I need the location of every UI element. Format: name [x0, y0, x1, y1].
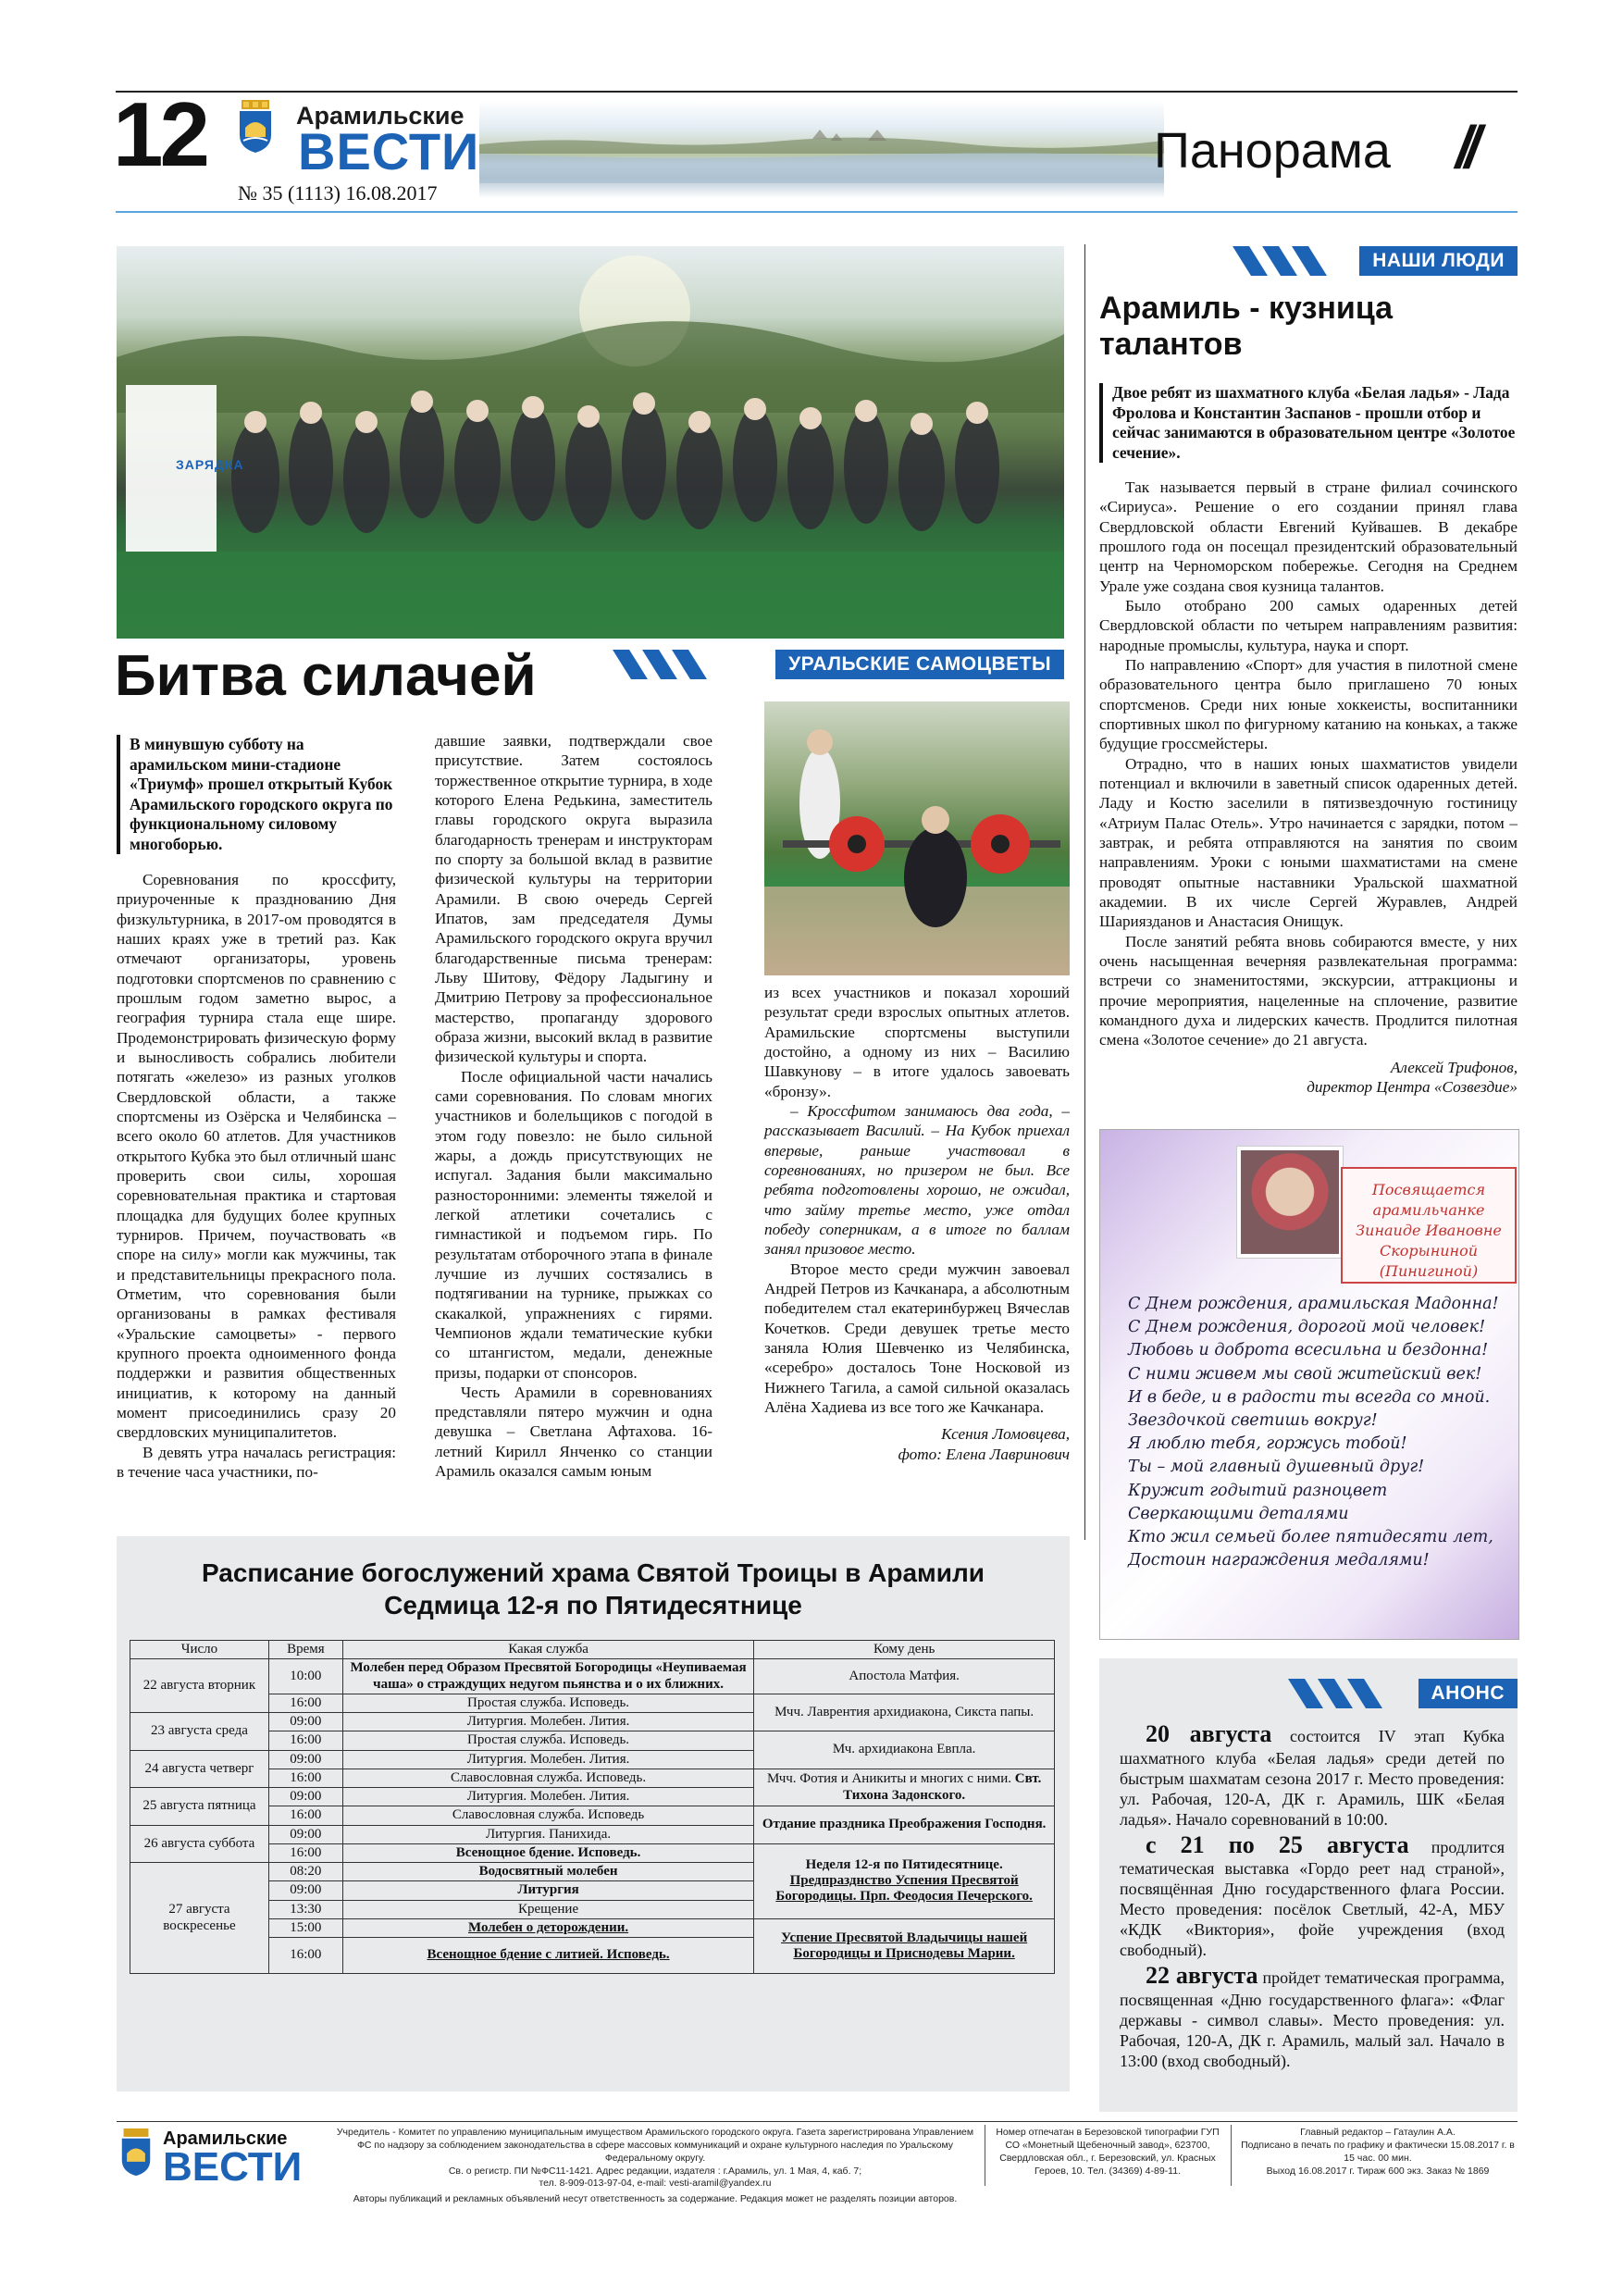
paragraph: Так называется первый в стране филиал сочинского «Сириуса». Решение о его создании принял глава Свердловской области Евгений Куйвашев. В декабре прошлого года он посещал президентский образовательный центр на Черноморском побережье. Сегодня на Среднем Урале уже создана своя кузница талантов.: [1099, 478, 1518, 595]
service-cell: Литургия. Молебен. Лития.: [342, 1713, 753, 1731]
saint-text-bold: Свт. Тихона Задонского.: [843, 1771, 1042, 1803]
table-header-row: [130, 1641, 1055, 1659]
saint-cell: Мч. архидиакона Евпла.: [754, 1731, 1055, 1769]
date-cell: 25 августа пятница: [130, 1788, 269, 1826]
dedication-text: Посвящается арамильчанке Зинаиде Ивановне Скорыниной (Пинигиной): [1356, 1181, 1502, 1281]
table-header: Время: [268, 1641, 342, 1659]
service-cell: Славословная служба. Исповедь: [342, 1806, 753, 1825]
main-column-1: [117, 870, 396, 1482]
schedule-table-wrap: [130, 1640, 1055, 1974]
signature-role: директор Центра «Созвездие»: [1307, 1077, 1518, 1096]
ribbon-label: АНОНС: [1419, 1679, 1518, 1708]
greeting-poem: [1128, 1293, 1507, 1572]
signature-photo: фото: Елена Лавринович: [898, 1445, 1070, 1463]
poem-line: Я люблю тебя, горжусь тобой!: [1128, 1434, 1407, 1454]
header-bottom-rule: [116, 211, 1518, 213]
table-row: [130, 1659, 1055, 1694]
main-column-2: [435, 731, 712, 1481]
section-title: Панорама: [1154, 123, 1391, 179]
poem-line: Достоин награждения медалями!: [1128, 1551, 1430, 1570]
paragraph: В девять утра началась регистрация: в течение часа участники, по-: [117, 1443, 396, 1481]
footer-contacts: тел. 8-909-013-97-04, e-mail: vesti-aramil@yandex.ru: [539, 2178, 772, 2190]
brand-top: Арамильские: [296, 102, 465, 130]
paragraph: После официальной части начались сами соревнования. По словам многих участников и болельщиков с погодой в этом году повезло: не было сильной жары, а дождь присутствующих не испугал. Задания были максимально разносторонними: элементы тяжелой и легкой атлетики сочетались с гимнастикой и подъемом гирь. По результатам отборочного этапа в финале лучшие из лучших состязались в подтягивании на турнике, прыжках со скакалкой, упражнениях с гирями. Чемпионов ждали тематические кубки со штангистом, медали, денежные призы, подарки от спонсоров.: [435, 1067, 712, 1382]
signature-author: Ксения Ломовцева,: [941, 1425, 1070, 1444]
brand-main: ВЕСТИ: [298, 122, 480, 180]
paragraph: После занятий ребята вновь собираются вместе, у них очень насыщенная вечерняя развлекательная программа: встречи со знаменитостями, экскурсии, аттракционы и прочие мероприятия, нацеленные на сплочение, развитие командного духа и лидерских качеств. Продлится пилотная смена «Золотое сечение» до 21 августа.: [1099, 932, 1518, 1049]
ribbon-label: НАШИ ЛЮДИ: [1359, 246, 1518, 276]
table-row: [130, 1918, 1055, 1937]
date-cell: 26 августа суббота: [130, 1825, 269, 1863]
announce-list: [1120, 1719, 1505, 2072]
signature-name: Алексей Трифонов,: [1390, 1058, 1518, 1076]
saint-cell: Апостола Матфия.: [754, 1659, 1055, 1694]
announce-item: [1120, 1961, 1505, 2072]
poem-line: С Днем рождения, арамильская Мадонна!: [1128, 1295, 1499, 1313]
announce-box: [1099, 1658, 1518, 2112]
announce-item: [1120, 1719, 1505, 1831]
time-cell: 08:20: [268, 1863, 342, 1881]
team-group-photo: [117, 246, 1064, 639]
footer-output: Выход 16.08.2017 г. Тираж 600 экз. Заказ № 1869: [1266, 2165, 1490, 2177]
poem-line: Кто жил семьей более пятидесяти лет,: [1128, 1527, 1493, 1546]
service-cell: Простая служба. Исповедь.: [342, 1731, 753, 1750]
weightlifting-photo: [764, 701, 1070, 975]
issue-number: № 35 (1113) 16.08.2017: [238, 181, 438, 205]
service-cell: Литургия. Молебен. Лития.: [342, 1788, 753, 1806]
side-article-title: Арамиль - кузница талантов: [1099, 291, 1394, 363]
date-cell: 23 августа среда: [130, 1713, 269, 1751]
column-divider: [1084, 244, 1085, 1540]
side-lead: Двое ребят из шахматного клуба «Белая ладья» - Лада Фролова и Константин Заспанов - прошли отбор и сейчас занимаются в образовательном центре «Золотое сечение».: [1099, 383, 1519, 463]
time-cell: 09:00: [268, 1788, 342, 1806]
poem-line: С Днем рождения, дорогой мой человек!: [1128, 1318, 1486, 1337]
service-cell: Молебен о деторождении.: [342, 1918, 753, 1937]
main-lead: В минувшую субботу на арамильском мини-стадионе «Триумф» прошел открытый Кубок Арамильского городского округа по функциональному силовому многоборью.: [117, 735, 396, 854]
table-header: Какая служба: [342, 1641, 753, 1659]
service-cell: Водосвятный молебен: [342, 1863, 753, 1881]
ribbon-uralskie-samotsvety: [603, 650, 1064, 679]
saint-cell: Отдание праздника Преображения Господня.: [754, 1806, 1055, 1844]
schedule-box: [117, 1536, 1070, 2091]
service-cell: Всенощное бдение. Исповедь.: [342, 1843, 753, 1862]
saint-cell: [754, 1769, 1055, 1806]
table-row: [130, 1843, 1055, 1862]
schedule-title-line: Расписание богослужений храма Святой Троицы в Арамили: [201, 1558, 985, 1587]
service-cell: Литургия. Панихида.: [342, 1825, 753, 1843]
date-cell: 22 августа вторник: [130, 1659, 269, 1713]
saint-cell: [754, 1843, 1055, 1918]
saint-cell: Успение Пресвятой Владычицы нашей Богородицы и Приснодевы Марии.: [754, 1918, 1055, 1973]
footer-signed: Подписано в печать по графику и фактически 15.08.2017 г. в 15 час. 00 мин.: [1241, 2139, 1515, 2164]
announce-text: пройдет тематическая программа, посвященная «Дню государственного флага»: «Флаг державы - символ славы». Место проведения: ул. Рабочая, 120-А, ДК г. Арамиль, малый зал. Начало в 13:00 (вход свободный).: [1120, 1968, 1505, 2070]
time-cell: 16:00: [268, 1731, 342, 1750]
paragraph: давшие заявки, подтверждали свое присутствие. Затем состоялось торжественное открытие турнира, в ходе которого Елена Редькина, заместитель главы городского округа выразила благодарность тренерам и инструкторам по спорту за большой вклад в развитие физической культуры на территории Арамили. В свою очередь Сергей Ипатов, зам председателя Думы Арамильского городского округа вручил благодарственные письма тренерам: Льву Шитову, Фёдору Ладыгину и Дмитрию Петрову за профессиональное мастерство, пропаганду здорового образа жизни, высокий вклад в развитие физической культуры и спорта.: [435, 732, 712, 1066]
ribbon-stripes-icon: [1223, 246, 1362, 276]
time-cell: 16:00: [268, 1938, 342, 1974]
footer-brand-main: ВЕСТИ: [163, 2144, 303, 2190]
table-header: Кому день: [754, 1641, 1055, 1659]
poem-line: Любовь и доброта всесильна и бездонна!: [1128, 1341, 1489, 1360]
footer-divider: [1231, 2125, 1232, 2186]
ribbon-stripes-icon: [1279, 1679, 1418, 1708]
schedule-table: [130, 1640, 1055, 1974]
table-row: [130, 1731, 1055, 1750]
poem-line: С ними живем мы свой житейский век!: [1128, 1364, 1482, 1384]
announce-text: состоится IV этап Кубка шахматного клуба «Белая ладья» среди детей по быстрым шахматам сезона 2017 г. Место проведения: ул. Рабочая, 120-А, ДК г. Арамиль, ШК «Белая ладья». Начало соревнований в 10:00.: [1120, 1727, 1505, 1829]
paragraph: Отрадно, что в наших юных шахматистов увидели потенциал и включили в заветный список одаренных детей. Ладу и Костю заселили в пятизвездочную гостиницу «Атриум Палас Отель». Утро начинается с зарядки, потом – завтрак, и ребята отправляются на занятия по своим направлениям. Уроки с юными шахматистами на смене проводят опытные наставники Уральской шахматной академии. В их числе Сергей Журавлев, Андрей Шариязданов и Анастасия Онищук.: [1099, 754, 1518, 931]
announce-date: 22 августа: [1146, 1962, 1258, 1990]
time-cell: 09:00: [268, 1750, 342, 1769]
footer-brand-top: Арамильские: [163, 2128, 288, 2149]
table-row: [130, 1806, 1055, 1825]
time-cell: 10:00: [268, 1659, 342, 1694]
side-body: [1099, 478, 1518, 1097]
service-cell: Простая служба. Исповедь.: [342, 1694, 753, 1712]
saint-text-underlined: Предпразднство Успения Пресвятой Богородицы. Прп. Феодосия Печерского.: [775, 1873, 1033, 1905]
section-mark: //: [1456, 114, 1474, 180]
announce-date: с 21 по 25 августа: [1146, 1831, 1409, 1858]
time-cell: 16:00: [268, 1694, 342, 1712]
main-column-3: [764, 983, 1070, 1464]
footer-publisher-info: [331, 2127, 979, 2206]
page-number: 12: [113, 83, 207, 185]
poem-line: Сверкающими деталями: [1128, 1504, 1349, 1523]
time-cell: 13:30: [268, 1900, 342, 1918]
time-cell: 09:00: [268, 1825, 342, 1843]
paragraph: Второе место среди мужчин завоевал Андрей Петров из Качканара, а абсолютным победителем стал екатеринбуржец Вячеслав Кочетков. Среди девушек третье место заняла Юлия Шевченко из Челябинска, «серебро» досталось Тоне Носковой из Нижнего Тагила, а самой сильной оказалась Алёна Хадиева из все того же Качканара.: [764, 1260, 1070, 1416]
paragraph: Честь Арамили в соревнованиях представляли пятеро мужчин и одна девушка – Светлана Афтахова. 16-летний Кирилл Янченко со станции Арамиль оказался самым юным: [435, 1383, 712, 1481]
table-row: [130, 1769, 1055, 1787]
time-cell: 09:00: [268, 1713, 342, 1731]
table-row: [130, 1694, 1055, 1712]
dedication-frame: [1341, 1167, 1517, 1284]
footer-disclaimer: Авторы публикаций и рекламных объявлений несут ответственность за содержание. Редакция может не разделять позиции авторов.: [353, 2193, 958, 2205]
service-cell: Литургия. Молебен. Лития.: [342, 1750, 753, 1769]
poem-line: Звездочкой светишь вокруг!: [1128, 1410, 1378, 1430]
footer-top-rule: [117, 2121, 1518, 2122]
saint-text: Неделя 12-я по Пятидесятнице.: [805, 1856, 1003, 1872]
poem-line: И в беде, и в радости ты всегда со мной.: [1128, 1387, 1491, 1407]
paragraph: Было отобрано 200 самых одаренных детей Свердловской области по четырем направлениям развития: народные промыслы, культура, наука и спорт.: [1099, 596, 1518, 654]
quote: – Кроссфитом занимаюсь два года, – рассказывает Василий. – На Кубок приехал впервые, раньше участвовал в соревнованиях, но призером не был. Все ребята подготовлены хорошо, не ожидал, что займу третье место, уже отдал победу соперникам, а в итоге по баллам занял призовое место.: [764, 1101, 1070, 1259]
announce-item: [1120, 1831, 1505, 1961]
paragraph: из всех участников и показал хороший результат среди взрослых опытных атлетов. Арамильские спортсмены выступили достойно, а одному из них – Василию Шавкунову – в итоге удалось завоевать «бронзу».: [764, 984, 1070, 1100]
service-cell: Молебен перед Образом Пресвятой Богородицы «Неупиваемая чаша» о страждущих недугом пьянства и о их ближних.: [342, 1659, 753, 1694]
time-cell: 16:00: [268, 1843, 342, 1862]
footer-editor: Главный редактор – Гатаулин А.А.: [1300, 2127, 1456, 2138]
poem-line: Кружит годытий разноцвет: [1128, 1481, 1388, 1500]
service-cell: Всенощное бдение с литией. Исповедь.: [342, 1938, 753, 1974]
time-cell: 16:00: [268, 1806, 342, 1825]
main-article-title: Битва силачей: [115, 644, 537, 708]
header-landscape-photo: [479, 100, 1164, 198]
banner-text: ЗАРЯДКА: [176, 457, 244, 472]
schedule-title: [117, 1557, 1070, 1622]
poem-line: Ты – мой главный душевный друг!: [1128, 1458, 1425, 1477]
portrait-photo: [1237, 1147, 1343, 1258]
footer-printing: Номер отпечатан в Березовской типографии ГУП СО «Монетный Щебеночный завод», 623700, Свердловская обл., г. Березовский, ул. Красных Героев, 10. Тел. (34369) 4-89-11.: [996, 2127, 1220, 2177]
paragraph: По направлению «Спорт» для участия в пилотной смене образовательного центра было приглашено 70 юных спортсменов. Среди них юные хоккеисты, воспитанники спортивных школ по фигурному катанию на коньках, а также будущие гроссмейстеры.: [1099, 655, 1518, 753]
footer-registration: Св. о регистр. ПИ №ФС11-1421. Адрес редакции, издателя : г.Арамиль, ул. 1 Мая, 4, каб. 7;: [448, 2165, 862, 2177]
ribbon-nashi-lyudi: [1223, 246, 1518, 276]
footer-editor-info: [1238, 2127, 1518, 2178]
time-cell: 15:00: [268, 1918, 342, 1937]
schedule-subtitle: Седмица 12-я по Пятидесятнице: [384, 1591, 802, 1620]
service-cell: Литургия: [342, 1881, 753, 1900]
time-cell: 16:00: [268, 1769, 342, 1787]
ribbon-anons: [1279, 1679, 1518, 1708]
announce-text: продлится тематическая выставка «Гордо реет над страной», посвящённая Дню государственного флага России. Место проведения: посёлок Светлый, 42-А, МБУ «КДК «Виктория», фойе учреждения (вход свободный).: [1120, 1837, 1505, 1960]
logo-emblem: [236, 100, 275, 154]
table-header: Число: [130, 1641, 269, 1659]
service-cell: Крещение: [342, 1900, 753, 1918]
saint-cell: Мчч. Лаврентия архидиакона, Сикста папы.: [754, 1694, 1055, 1731]
header-top-rule: [116, 91, 1518, 93]
paragraph: Соревнования по кроссфиту, приуроченные к празднованию Дня физкультурника, в 2017-ом проводятся в наших краях уже в третий раз. Как отмечают организаторы, уровень подготовки спортсменов по сравнению с прошлым годом заметно вырос, а география турнира стала еще шире. Продемонстрировать физическую форму и выносливость собрались любители потягать «железо» из разных уголков Свердловской области, а также спортсмены из Озёрска и Челябинска – всего около 60 атлетов. Для участников открытого Кубка это был отличный шанс проверить свои силы, хорошая соревновательная практика и стартовая площадка для будущих более крупных турниров. Причем, поучаствовать «в споре на силу» могли как мужчины, так и представительницы прекрасного пола. Отметим, что соревнования были организованы в рамках фестиваля «Уральские самоцветы» - первого крупного проекта одноименного фонда поддержки и развития общественных инициатив, к которому на данный момент присоединились сразу 20 свердловских муниципалитетов.: [117, 871, 396, 1442]
greeting-card: [1099, 1129, 1519, 1640]
ribbon-stripes-icon: [603, 650, 742, 679]
saint-text: Мчч. Фотия и Аникиты и многих с ними.: [766, 1771, 1012, 1787]
time-cell: 09:00: [268, 1881, 342, 1900]
date-cell: 24 августа четверг: [130, 1750, 269, 1788]
footer-founder: Учредитель - Комитет по управлению муниципальным имуществом Арамильского городского округа. Газета зарегистрирована Управлением ФС по надзору за соблюдением законодательства в сфере массовых коммуникаций и охране культурного наследия по Уральскому Федеральному округу.: [336, 2127, 974, 2164]
announce-date: 20 августа: [1146, 1720, 1272, 1747]
ribbon-label: УРАЛЬСКИЕ САМОЦВЕТЫ: [775, 650, 1064, 679]
service-cell: Славословная служба. Исповедь.: [342, 1769, 753, 1787]
footer-logo-emblem: [118, 2128, 154, 2177]
date-cell: 27 августа воскресенье: [130, 1863, 269, 1974]
